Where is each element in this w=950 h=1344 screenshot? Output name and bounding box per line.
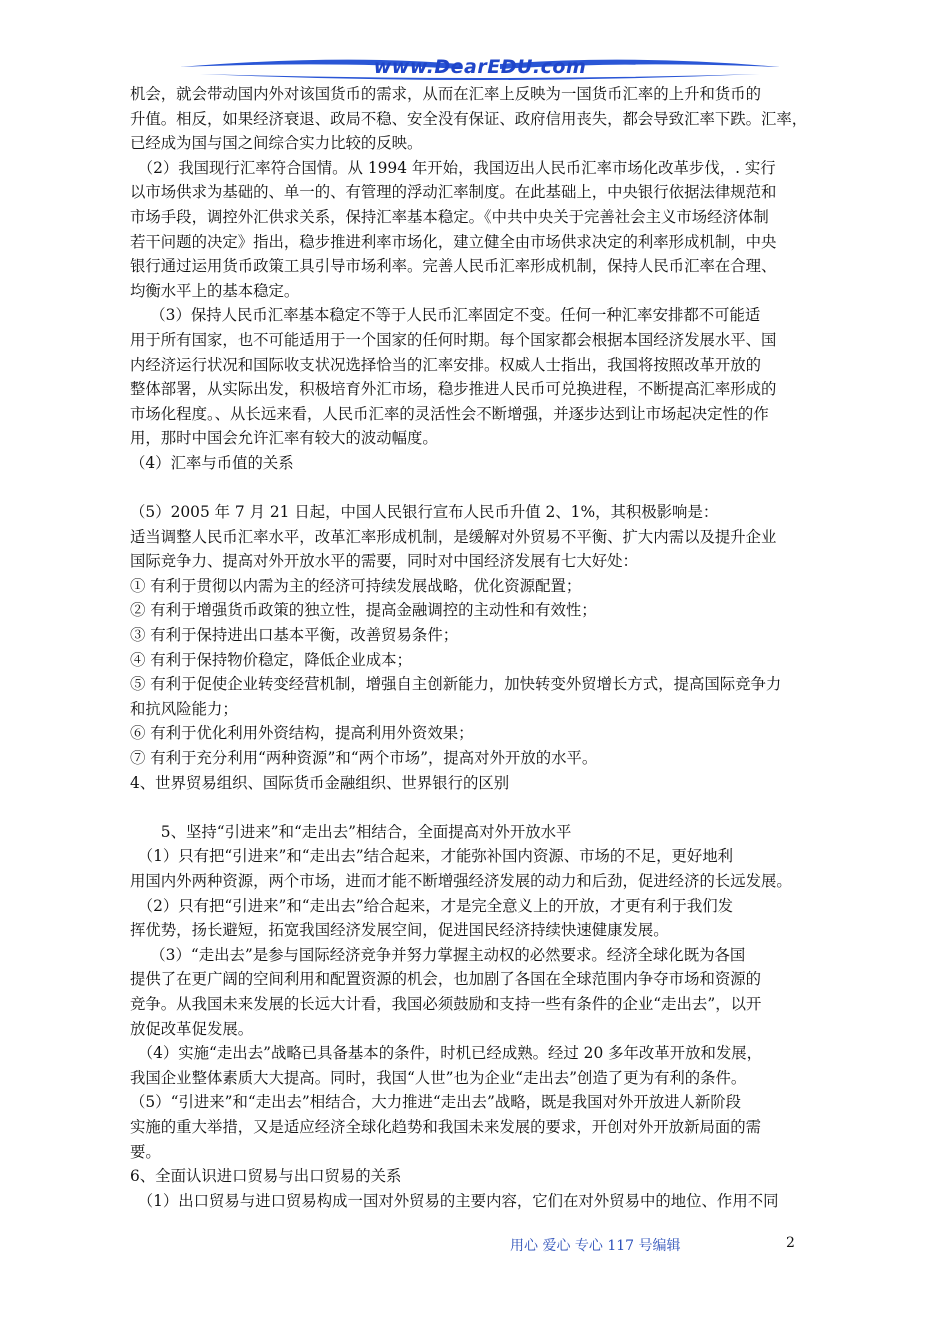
text-line: （1）出口贸易与进口贸易构成一国对外贸易的主要内容，它们在对外贸易中的地位、作用不同 <box>130 1191 779 1210</box>
text-line: ⑤ 有利于促使企业转变经营机制，增强自主创新能力，加快转变外贸增长方式，提高国际竞争力 <box>130 675 782 694</box>
text-line: 适当调整人民币汇率水平，改革汇率形成机制，是缓解对外贸易不平衡、扩大内需以及提升企业 <box>130 527 777 546</box>
text-line: 要。 <box>130 1142 161 1161</box>
text-line: ⑦ 有利于充分利用“两种资源”和“两个市场”，提高对外开放的水平。 <box>130 749 598 768</box>
text-line: 市场化程度。、从长远来看，人民币汇率的灵活性会不断增强，并逐步达到让市场起决定性的作 <box>130 404 769 423</box>
text-line: 均衡水平上的基本稳定。 <box>130 281 300 300</box>
text-line: 用于所有国家，也不可能适用于一个国家的任何时期。每个国家都会根据本国经济发展水平、国 <box>130 330 777 349</box>
text-line: 我国企业整体素质大大提高。同时，我国“人世”也为企业“走出去”创造了更为有利的条件。 <box>130 1068 747 1087</box>
text-line: （1）只有把“引进来”和“走出去”结合起来，才能弥补国内资源、市场的不足，更好地利 <box>130 847 734 866</box>
text-line: 5、坚持“引进来”和“走出去”相结合，全面提高对外开放水平 <box>130 822 572 841</box>
text-line: 4、世界贸易组织、国际货币金融组织、世界银行的区别 <box>130 773 510 792</box>
text-line: 放促改革促发展。 <box>130 1019 254 1038</box>
footer-text: 用心 爱心 专心 117 号编辑 <box>510 1238 681 1254</box>
text-line: 内经济运行状况和国际收支状况选择恰当的汇率安排。权威人士指出，我国将按照改革开放的 <box>130 355 762 374</box>
blank-line <box>130 476 830 501</box>
text-line: 升值。相反，如果经济衰退、政局不稳、安全没有保证、政府信用丧失，都会导致汇率下跌。汇率， <box>130 109 808 128</box>
text-line: ① 有利于贯彻以内需为主的经济可持续发展战略，优化资源配置； <box>130 576 582 595</box>
text-line: （2）只有把“引进来”和“走出去”给合起来，才是完全意义上的开放，才更有利于我们发 <box>130 896 734 915</box>
text-line: 竞争。从我国未来发展的长远大计看，我国必须鼓励和支持一些有条件的企业“走出去”，以开 <box>130 994 762 1013</box>
text-line: （4）汇率与币值的关系 <box>130 453 294 472</box>
text-line: 整体部署，从实际出发，积极培育外汇市场，稳步推进人民币可兑换进程，不断提高汇率形成的 <box>130 380 777 399</box>
text-line: 已经成为国与国之间综合实力比较的反映。 <box>130 134 423 153</box>
text-line: ② 有利于增强货币政策的独立性，提高金融调控的主动性和有效性； <box>130 601 597 620</box>
text-line: 挥优势，扬长避短，拓宽我国经济发展空间，促进国民经济持续快速健康发展。 <box>130 921 669 940</box>
page-number: 2 <box>786 1235 795 1251</box>
text-line: 国际竞争力、提高对外开放水平的需要，同时对中国经济发展有七大好处： <box>130 552 638 571</box>
site-logo-text: www.DearEDU.com <box>373 56 587 78</box>
text-line: （5）“引进来”和“走出去”相结合，大力推进“走出去”战略，既是我国对外开放进人新阶段 <box>130 1093 742 1112</box>
text-line: 提供了在更广阔的空间利用和配置资源的机会，也加剧了各国在全球范围内争夺市场和资源的 <box>130 970 762 989</box>
text-line: 以市场供求为基础的、单一的、有管理的浮动汇率制度。在此基础上，中央银行依据法律规范和 <box>130 183 777 202</box>
text-line: ③ 有利于保持进出口基本平衡，改善贸易条件； <box>130 626 459 645</box>
text-line: 用国内外两种资源，两个市场，进而才能不断增强经济发展的动力和后劲，促进经济的长远发展。 <box>130 872 792 890</box>
text-line: 和抗风险能力； <box>130 699 238 718</box>
text-line: ⑥ 有利于优化利用外资结构，提高利用外资效果； <box>130 724 474 743</box>
text-line: （3）“走出去”是参与国际经济竞争并努力掌握主动权的必然要求。经济全球化既为各国 <box>130 945 746 964</box>
text-line: ④ 有利于保持物价稳定，降低企业成本； <box>130 650 412 669</box>
text-line: 银行通过运用货币政策工具引导市场利率。完善人民币汇率形成机制，保持人民币汇率在合理、 <box>130 257 777 276</box>
text-line: （3）保持人民币汇率基本稳定不等于人民币汇率固定不变。任何一种汇率安排都不可能适 <box>130 306 761 325</box>
text-line: 6、全面认识进口贸易与出口贸易的关系 <box>130 1167 402 1186</box>
text-line: （4）实施“走出去”战略已具备基本的条件，时机已经成熟。经过 20 多年改革开放和发展， <box>130 1044 763 1063</box>
text-line: （2）我国现行汇率符合国情。从 1994 年开始，我国迈出人民币汇率市场化改革步伐，. 实行 <box>130 158 776 177</box>
document-body <box>130 82 830 1213</box>
text-line: 市场手段，调控外汇供求关系，保持汇率基本稳定。《中共中央关于完善社会主义市场经济体制 <box>130 207 769 226</box>
text-line: 若干问题的决定》指出，稳步推进利率市场化，建立健全由市场供求决定的利率形成机制，中央 <box>130 232 777 251</box>
text-line: 用，那时中国会允许汇率有较大的波动幅度。 <box>130 429 438 448</box>
text-line: （5）2005 年 7 月 21 日起，中国人民银行宣布人民币升值 2、1%，其积极影响是： <box>130 503 719 522</box>
text-line: 机会，就会带动国内外对该国货币的需求，从而在汇率上反映为一国货币汇率的上升和货币的 <box>130 85 762 103</box>
blank-line <box>130 795 830 820</box>
site-header <box>160 52 800 86</box>
text-line: 实施的重大举措，又是适应经济全球化趋势和我国未来发展的要求，开创对外开放新局面的需 <box>130 1117 762 1136</box>
